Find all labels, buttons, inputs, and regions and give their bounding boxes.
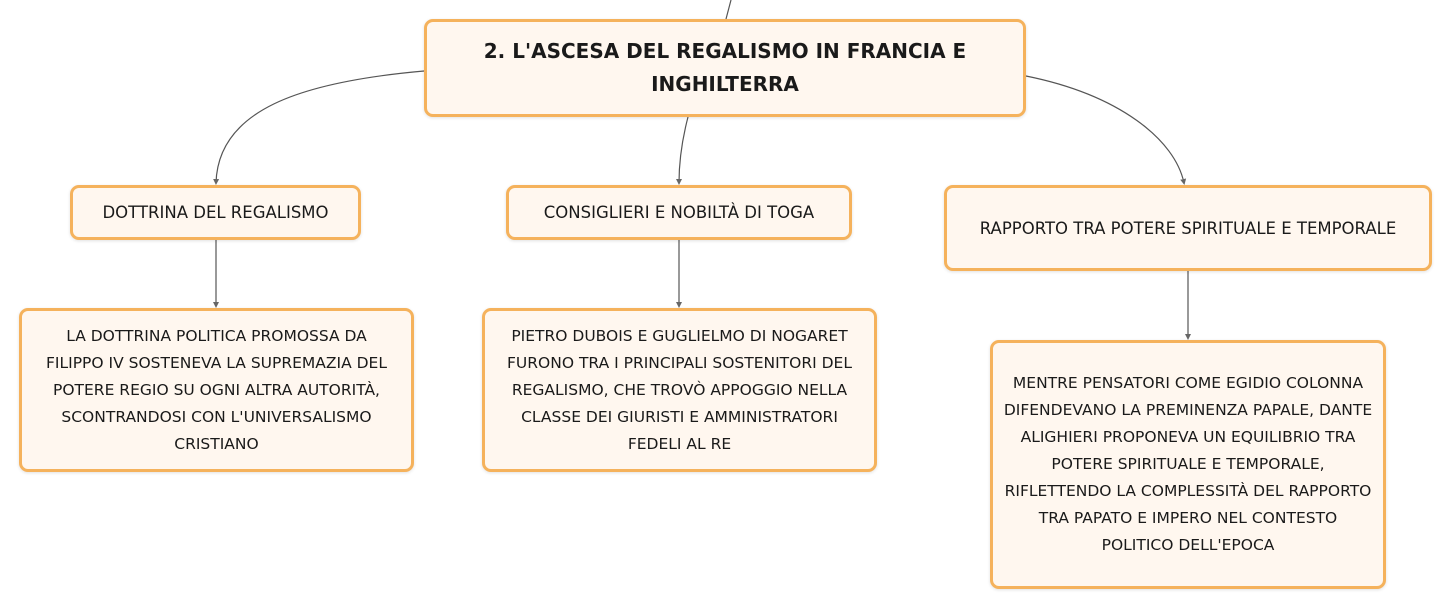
branch-node-label: RAPPORTO TRA POTERE SPIRITUALE E TEMPORALE [979, 218, 1397, 238]
connector-root-branch-3 [1026, 76, 1184, 183]
leaf-node-text: LA DOTTRINA POLITICA PROMOSSA DA FILIPPO IV SOSTENEVA LA SUPREMAZIA DEL POTERE REGIO SU OGNI ALTRA AUTORITÀ, SCONTRANDOSI CON L'UNIVERSALISMO CRISTIANO [46, 326, 387, 453]
leaf-node-rapporto[interactable] [990, 340, 1386, 589]
branch-node-consiglieri[interactable] [506, 185, 852, 240]
connector-root-branch-1 [216, 71, 424, 183]
branch-node-label: DOTTRINA DEL REGALISMO [102, 203, 329, 222]
branch-node-dottrina[interactable] [70, 185, 361, 240]
connector-root-branch-2 [679, 117, 688, 183]
branch-node-label: CONSIGLIERI E NOBILTÀ DI TOGA [543, 203, 815, 222]
leaf-node-consiglieri[interactable] [482, 308, 877, 472]
leaf-node-text: PIETRO DUBOIS E GUGLIELMO DI NOGARET FURONO TRA I PRINCIPALI SOSTENITORI DEL REGALISMO, CHE TROVÒ APPOGGIO NELLA CLASSE DEI GIURISTI E AMMINISTRATORI FEDELI AL RE [507, 326, 852, 453]
leaf-node-text: MENTRE PENSATORI COME EGIDIO COLONNA DIFENDEVANO LA PREMINENZA PAPALE, DANTE ALIGHIERI PROPONEVA UN EQUILIBRIO TRA POTERE SPIRITUALE E TEMPORALE, RIFLETTENDO LA COMPLESSITÀ DEL RAPPORTO TRA PAPATO E IMPERO NEL CONTESTO POLITICO DELL'EPOCA [1003, 374, 1373, 554]
root-node[interactable] [424, 19, 1026, 117]
root-node-label: 2. L'ASCESA DEL REGALISMO IN FRANCIA E INGHILTERRA [483, 39, 967, 96]
branch-node-rapporto[interactable] [944, 185, 1432, 271]
connector-parent-root [726, 0, 731, 19]
leaf-node-dottrina[interactable] [19, 308, 414, 472]
